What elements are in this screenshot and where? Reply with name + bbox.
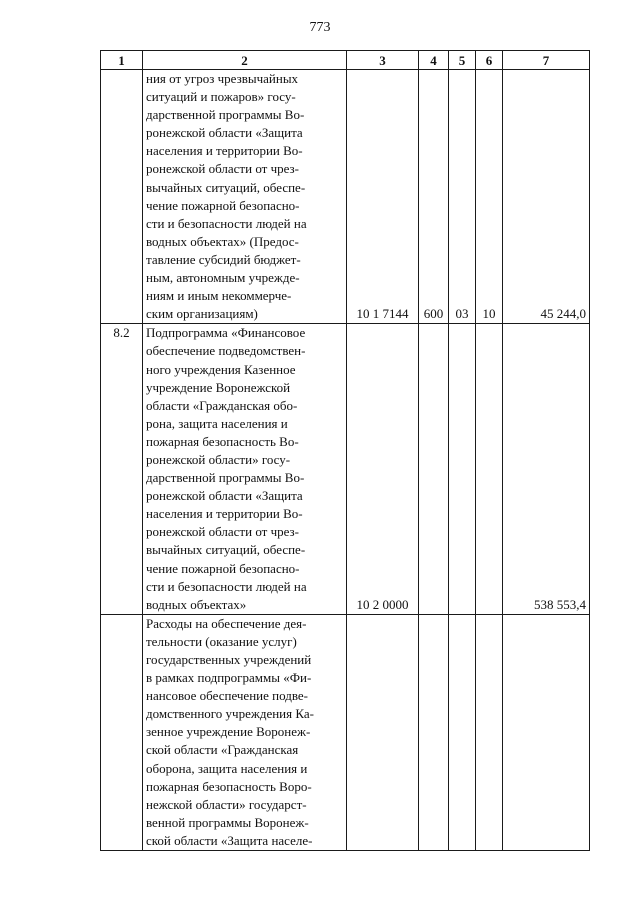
row-number [101, 70, 143, 324]
column-header-6: 6 [476, 51, 503, 70]
row-expense-type [419, 324, 449, 615]
row-target-code [347, 614, 419, 850]
row-target-code: 10 1 7144 [347, 70, 419, 324]
row-description: Расходы на обеспечение дея- тельности (оказание услуг) государственных учреждений в рамках подпрограммы «Фи- нансовое обеспечение подве- домственного учреждения Ка- зенное учреждение Воронеж- ской области «Гражданская оборона, защита населения и пожарная безопасность Воро- нежской области» государст- венной программы Воронеж- ской области «Защита населе- [143, 614, 347, 850]
row-description: ния от угроз чрезвычайных ситуаций и пожаров» госу- дарственной программы Во- ронежской области «Защита населения и территории Во- ронежской области от чрез- вычайных ситуаций, обеспе- чение пожарной безопасно- сти и безопасности людей на водных объектах» (Предос- тавление субсидий бюджет- ным, автономным учрежде- ниям и иным некоммерче- ским организациям) [143, 70, 347, 324]
column-header-5: 5 [449, 51, 476, 70]
column-header-3: 3 [347, 51, 419, 70]
row-expense-type: 600 [419, 70, 449, 324]
row-subsection: 10 [476, 70, 503, 324]
page-number: 773 [309, 20, 331, 35]
row-target-code: 10 2 0000 [347, 324, 419, 615]
row-description: Подпрограмма «Финансовое обеспечение подведомствен- ного учреждения Казенное учреждение Воронежской области «Гражданская обо- рона, защита населения и пожарная безопасность Во- ронежской области» госу- дарственной программы Во- ронежской области «Защита населения и территории Во- ронежской области от чрез- вычайных ситуаций, обеспе- чение пожарной безопасно- сти и безопасности людей на водных объектах» [143, 324, 347, 615]
row-amount: 45 244,0 [503, 70, 590, 324]
table-row [101, 614, 590, 850]
column-header-2: 2 [143, 51, 347, 70]
row-section: 03 [449, 70, 476, 324]
table-row [101, 70, 590, 324]
row-section [449, 614, 476, 850]
row-section [449, 324, 476, 615]
row-amount [503, 614, 590, 850]
row-expense-type [419, 614, 449, 850]
table-header-row [101, 51, 590, 70]
row-subsection [476, 324, 503, 615]
budget-table [100, 50, 590, 851]
row-subsection [476, 614, 503, 850]
table-row [101, 324, 590, 615]
column-header-7: 7 [503, 51, 590, 70]
column-header-4: 4 [419, 51, 449, 70]
column-header-1: 1 [101, 51, 143, 70]
row-amount: 538 553,4 [503, 324, 590, 615]
row-number: 8.2 [101, 324, 143, 615]
row-number [101, 614, 143, 850]
